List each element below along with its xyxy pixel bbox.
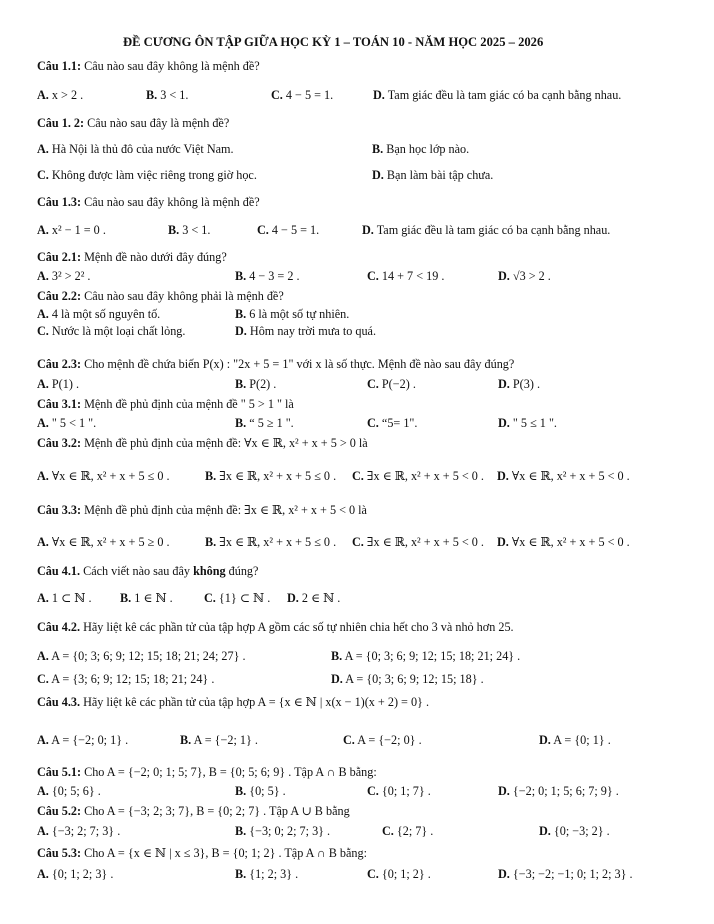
option-b: B. 4 − 3 = 2 .	[235, 269, 300, 283]
option-a: A. x > 2 .	[37, 88, 84, 102]
option-b: B. {0; 5} .	[235, 784, 286, 798]
option-b: B. {−3; 0; 2; 7; 3} .	[235, 824, 331, 838]
option-d: D. {−2; 0; 1; 5; 6; 7; 9} .	[498, 784, 619, 798]
option-a: A. P(1) .	[37, 377, 79, 391]
option-c: C. A = {−2; 0} .	[343, 733, 422, 747]
option-c: C. {0; 1; 7} .	[367, 784, 431, 798]
option-a: A. Hà Nội là thủ đô của nước Việt Nam.	[37, 142, 234, 156]
option-d: D. ∀x ∈ ℝ, x² + x + 5 < 0 .	[497, 469, 630, 483]
option-a: A. {0; 5; 6} .	[37, 784, 101, 798]
option-c: C. {0; 1; 2} .	[367, 867, 431, 881]
option-c: C. 4 − 5 = 1.	[271, 88, 334, 102]
option-d: D. {0; −3; 2} .	[539, 824, 610, 838]
option-c: C. A = {3; 6; 9; 12; 15; 18; 21; 24} .	[37, 672, 215, 686]
option-b: B. ∃x ∈ ℝ, x² + x + 5 ≤ 0 .	[205, 535, 337, 549]
option-d: D. " 5 ≤ 1 ".	[498, 416, 557, 430]
option-c: C. 4 − 5 = 1.	[257, 223, 320, 237]
option-c: C. {1} ⊂ ℕ .	[204, 591, 271, 605]
option-a: A. x² − 1 = 0 .	[37, 223, 106, 237]
option-a: A. " 5 < 1 ".	[37, 416, 97, 430]
option-c: C. ∃x ∈ ℝ, x² + x + 5 < 0 .	[352, 535, 484, 549]
option-d: D. A = {0; 3; 6; 9; 12; 15; 18} .	[331, 672, 484, 686]
question-1-3: Câu 1.3: Câu nào sau đây không là mệnh đề?	[37, 195, 260, 209]
option-b: B. “ 5 ≥ 1 ".	[235, 416, 294, 430]
question-4-1: Câu 4.1. Cách viết nào sau đây không đúng?	[37, 564, 259, 578]
option-c: C. ∃x ∈ ℝ, x² + x + 5 < 0 .	[352, 469, 484, 483]
option-d: D. A = {0; 1} .	[539, 733, 611, 747]
option-c: C. {2; 7} .	[382, 824, 434, 838]
question-3-3: Câu 3.3: Mệnh đề phủ định của mệnh đề: ∃x ∈ ℝ, x² + x + 5 < 0 là	[37, 503, 367, 517]
option-c: C. Không được làm việc riêng trong giờ học.	[37, 168, 257, 182]
option-b: B. 3 < 1.	[168, 223, 211, 237]
option-d: D. Tam giác đều là tam giác có ba cạnh bằng nhau.	[373, 88, 622, 102]
option-d: D. √3 > 2 .	[498, 269, 551, 283]
option-a: A. 1 ⊂ ℕ .	[37, 591, 92, 605]
option-a: A. ∀x ∈ ℝ, x² + x + 5 ≥ 0 .	[37, 535, 170, 549]
option-b: B. A = {0; 3; 6; 9; 12; 15; 18; 21; 24} .	[331, 649, 521, 663]
option-d: D. Tam giác đều là tam giác có ba cạnh bằng nhau.	[362, 223, 611, 237]
option-d: D. P(3) .	[498, 377, 540, 391]
page-title: ĐỀ CƯƠNG ÔN TẬP GIỮA HỌC KỲ 1 – TOÁN 10 - NĂM HỌC 2025 – 2026	[123, 35, 544, 49]
option-b: B. 6 là một số tự nhiên.	[235, 307, 350, 321]
option-b: B. A = {−2; 1} .	[180, 733, 258, 747]
option-b: B. Bạn học lớp nào.	[372, 142, 470, 156]
option-b: B. ∃x ∈ ℝ, x² + x + 5 ≤ 0 .	[205, 469, 337, 483]
option-b: B. P(2) .	[235, 377, 277, 391]
option-b: B. {1; 2; 3} .	[235, 867, 299, 881]
question-5-1: Câu 5.1: Cho A = {−2; 0; 1; 5; 7}, B = {0; 5; 6; 9} . Tập A ∩ B bằng:	[37, 765, 377, 779]
option-a: A. A = {0; 3; 6; 9; 12; 15; 18; 21; 24; 27} .	[37, 649, 246, 663]
option-a: A. {−3; 2; 7; 3} .	[37, 824, 121, 838]
question-3-1: Câu 3.1: Mệnh đề phủ định của mệnh đề " 5 > 1 " là	[37, 397, 294, 411]
question-2-1: Câu 2.1: Mệnh đề nào dưới đây đúng?	[37, 250, 227, 264]
question-5-3: Câu 5.3: Cho A = {x ∈ ℕ | x ≤ 3}, B = {0; 1; 2} . Tập A ∩ B bằng:	[37, 846, 367, 860]
question-3-2: Câu 3.2: Mệnh đề phủ định của mệnh đề: ∀x ∈ ℝ, x² + x + 5 > 0 là	[37, 436, 368, 450]
question-1-2: Câu 1. 2: Câu nào sau đây là mệnh đề?	[37, 116, 230, 130]
question-2-3: Câu 2.3: Cho mệnh đề chứa biến P(x) : "2x + 5 = 1" với x là số thực. Mệnh đề nào sau đây đúng?	[37, 357, 515, 371]
option-d: D. Hôm nay trời mưa to quá.	[235, 324, 377, 338]
option-c: C. “5= 1".	[367, 416, 418, 430]
option-d: D. {−3; −2; −1; 0; 1; 2; 3} .	[498, 867, 633, 881]
question-5-2: Câu 5.2: Cho A = {−3; 2; 3; 7}, B = {0; 2; 7} . Tập A ∪ B bằng	[37, 804, 350, 818]
option-b: B. 3 < 1.	[146, 88, 189, 102]
question-1-1: Câu 1.1: Câu nào sau đây không là mệnh đề?	[37, 59, 260, 73]
option-a: A. ∀x ∈ ℝ, x² + x + 5 ≤ 0 .	[37, 469, 170, 483]
option-a: A. {0; 1; 2; 3} .	[37, 867, 114, 881]
option-c: C. 14 + 7 < 19 .	[367, 269, 445, 283]
option-a: A. A = {−2; 0; 1} .	[37, 733, 129, 747]
option-c: C. Nước là một loại chất lỏng.	[37, 324, 186, 338]
option-d: D. Bạn làm bài tập chưa.	[372, 168, 494, 182]
option-c: C. P(−2) .	[367, 377, 416, 391]
option-a: A. 3² > 2² .	[37, 269, 91, 283]
question-2-2: Câu 2.2: Câu nào sau đây không phải là mệnh đề?	[37, 289, 284, 303]
option-d: D. 2 ∈ ℕ .	[287, 591, 341, 605]
option-d: D. ∀x ∈ ℝ, x² + x + 5 < 0 .	[497, 535, 630, 549]
question-4-2: Câu 4.2. Hãy liệt kê các phần tử của tập hợp A gồm các số tự nhiên chia hết cho 3 và nhỏ hơn 25.	[37, 620, 514, 634]
option-b: B. 1 ∈ ℕ .	[120, 591, 173, 605]
question-4-3: Câu 4.3. Hãy liệt kê các phần tử của tập hợp A = {x ∈ ℕ | x(x − 1)(x + 2) = 0} .	[37, 695, 430, 709]
option-a: A. 4 là một số nguyên tố.	[37, 307, 161, 321]
